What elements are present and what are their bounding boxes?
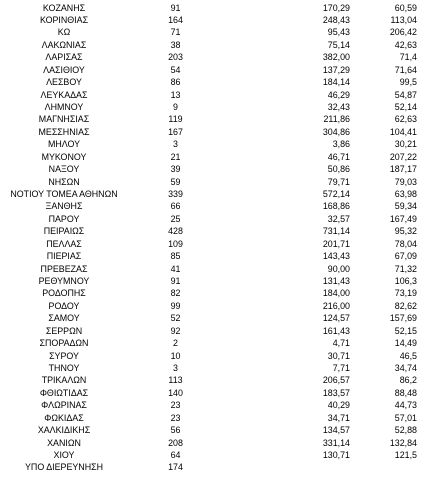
value-b-cell: 88,48: [394, 387, 417, 398]
table-row: [0, 200, 429, 212]
region-name-cell: ΡΟΔΟΠΗΣ: [42, 288, 86, 299]
table-row: [0, 151, 429, 163]
region-name-cell: ΞΑΝΘΗΣ: [45, 201, 83, 212]
value-b-cell: 104,41: [389, 126, 417, 137]
table-row: [0, 176, 429, 188]
value-a-cell: 7,71: [332, 362, 350, 373]
table-row: [0, 399, 429, 411]
value-a-cell: 3,86: [332, 139, 350, 150]
table-row: [0, 113, 429, 125]
table-row: [0, 350, 429, 362]
value-a-cell: 34,71: [327, 412, 350, 423]
table-row: [0, 300, 429, 312]
cases-count-cell: 167: [168, 126, 183, 137]
region-name-cell: ΤΗΝΟΥ: [48, 362, 80, 373]
table-row: [0, 362, 429, 374]
region-name-cell: ΝΟΤΙΟΥ ΤΟΜΕΑ ΑΘΗΝΩΝ: [10, 188, 118, 199]
cases-count-cell: 25: [170, 213, 181, 224]
value-a-cell: 201,71: [322, 238, 350, 249]
region-name-cell: ΛΑΡΙΣΑΣ: [45, 52, 83, 63]
value-a-cell: 248,43: [322, 14, 350, 25]
cases-count-cell: 164: [168, 14, 183, 25]
region-name-cell: ΚΟΖΑΝΗΣ: [42, 2, 86, 13]
value-a-cell: 4,71: [332, 338, 350, 349]
region-name-cell: ΣΥΡΟΥ: [49, 350, 79, 361]
region-name-cell: ΧΙΟΥ: [53, 449, 75, 460]
value-b-cell: 63,98: [394, 188, 417, 199]
value-a-cell: 143,43: [322, 251, 350, 262]
table-row: [0, 449, 429, 461]
value-a-cell: 304,86: [322, 126, 350, 137]
value-a-cell: 50,86: [327, 164, 350, 175]
value-a-cell: 572,14: [322, 188, 350, 199]
value-b-cell: 71,64: [394, 64, 417, 75]
table-row: [0, 275, 429, 287]
cases-count-cell: 3: [173, 139, 178, 150]
cases-count-cell: 13: [170, 89, 181, 100]
value-b-cell: 52,14: [394, 101, 417, 112]
value-b-cell: 78,04: [394, 238, 417, 249]
value-b-cell: 187,17: [389, 164, 417, 175]
table-row: [0, 250, 429, 262]
value-a-cell: 124,57: [322, 313, 350, 324]
table-row: [0, 89, 429, 101]
table-row: [0, 325, 429, 337]
region-name-cell: ΣΕΡΡΩΝ: [45, 325, 83, 336]
value-b-cell: 132,84: [389, 437, 417, 448]
region-name-cell: ΠΕΛΛΑΣ: [46, 238, 82, 249]
cases-count-cell: 113: [168, 375, 183, 386]
value-b-cell: 71,4: [399, 52, 417, 63]
value-a-cell: 30,71: [327, 350, 350, 361]
cases-count-cell: 56: [170, 425, 181, 436]
value-a-cell: 137,29: [322, 64, 350, 75]
cases-count-cell: 85: [170, 251, 181, 262]
table-row: [0, 374, 429, 386]
cases-count-cell: 86: [170, 77, 181, 88]
table-row: [0, 163, 429, 175]
region-name-cell: ΣΠΟΡΑΔΩΝ: [39, 338, 89, 349]
cases-count-cell: 91: [170, 275, 181, 286]
value-a-cell: 75,14: [327, 39, 350, 50]
cases-count-cell: 54: [170, 64, 181, 75]
table-row: [0, 51, 429, 63]
value-a-cell: 79,71: [327, 176, 350, 187]
region-name-cell: ΜΑΓΝΗΣΙΑΣ: [38, 114, 90, 125]
region-name-cell: ΡΕΘΥΜΝΟΥ: [38, 275, 90, 286]
table-row: [0, 213, 429, 225]
value-a-cell: 40,29: [327, 400, 350, 411]
value-a-cell: 131,43: [322, 275, 350, 286]
region-name-cell: ΛΑΚΩΝΙΑΣ: [41, 39, 87, 50]
value-a-cell: 731,14: [322, 226, 350, 237]
table-row: [0, 337, 429, 349]
cases-count-cell: 3: [173, 362, 178, 373]
value-a-cell: 206,57: [322, 375, 350, 386]
value-a-cell: 211,86: [323, 114, 350, 125]
value-b-cell: 206,42: [389, 27, 417, 38]
value-a-cell: 130,71: [322, 449, 350, 460]
region-name-cell: ΦΛΩΡΙΝΑΣ: [41, 400, 87, 411]
cases-count-cell: 10: [170, 350, 181, 361]
value-a-cell: 95,43: [327, 27, 350, 38]
value-b-cell: 54,87: [394, 89, 417, 100]
value-b-cell: 44,73: [394, 400, 417, 411]
value-b-cell: 60,59: [394, 2, 417, 13]
cases-count-cell: 21: [170, 151, 181, 162]
table-row: [0, 437, 429, 449]
region-name-cell: ΜΕΣΣΗΝΙΑΣ: [38, 126, 90, 137]
value-a-cell: 382,00: [322, 52, 350, 63]
region-name-cell: ΛΕΥΚΑΔΑΣ: [40, 89, 88, 100]
table-row: [0, 39, 429, 51]
region-name-cell: ΣΑΜΟΥ: [48, 313, 80, 324]
cases-count-cell: 59: [170, 176, 181, 187]
table-row: [0, 64, 429, 76]
region-name-cell: ΝΑΞΟΥ: [48, 164, 80, 175]
cases-count-cell: 2: [173, 338, 178, 349]
table-row: [0, 387, 429, 399]
cases-count-cell: 64: [170, 449, 181, 460]
value-b-cell: 30,21: [394, 139, 417, 150]
region-name-cell: ΠΙΕΡΙΑΣ: [46, 251, 82, 262]
cases-count-cell: 208: [168, 437, 183, 448]
region-name-cell: ΜΗΛΟΥ: [47, 139, 81, 150]
value-b-cell: 52,15: [394, 325, 417, 336]
region-name-cell: ΦΩΚΙΔΑΣ: [44, 412, 84, 423]
cases-count-cell: 23: [170, 400, 181, 411]
region-name-cell: ΧΑΛΚΙΔΙΚΗΣ: [37, 425, 91, 436]
cases-count-cell: 71: [170, 27, 181, 38]
table-row: [0, 287, 429, 299]
value-b-cell: 46,5: [399, 350, 417, 361]
table-row: [0, 101, 429, 113]
value-a-cell: 184,00: [322, 288, 350, 299]
cases-count-cell: 140: [168, 387, 183, 398]
value-a-cell: 170,29: [322, 2, 350, 13]
table-row: [0, 312, 429, 324]
table-row: [0, 76, 429, 88]
table-row: [0, 2, 429, 14]
value-b-cell: 62,63: [394, 114, 417, 125]
value-b-cell: 95,32: [394, 226, 417, 237]
value-a-cell: 90,00: [327, 263, 350, 274]
value-a-cell: [223, 461, 350, 473]
table-row: [0, 238, 429, 250]
cases-count-cell: 91: [170, 2, 181, 13]
value-b-cell: 167,49: [389, 213, 417, 224]
value-b-cell: 14,49: [394, 338, 417, 349]
value-a-cell: 161,43: [322, 325, 350, 336]
cases-count-cell: 41: [170, 263, 181, 274]
cases-count-cell: 9: [173, 101, 178, 112]
cases-count-cell: 109: [168, 238, 183, 249]
value-b-cell: 79,03: [394, 176, 417, 187]
table-row: [0, 424, 429, 436]
cases-count-cell: 82: [170, 288, 181, 299]
value-b-cell: 207,22: [389, 151, 417, 162]
cases-count-cell: 52: [170, 313, 181, 324]
cases-count-cell: 119: [168, 114, 183, 125]
value-b-cell: 99,5: [399, 77, 417, 88]
region-name-cell: ΛΕΣΒΟΥ: [46, 77, 82, 88]
value-b-cell: 34,74: [394, 362, 417, 373]
region-name-cell: ΧΑΝΙΩΝ: [47, 437, 81, 448]
region-name-cell: ΥΠΟ ΔΙΕΡΕΥΝΗΣΗ: [25, 462, 103, 473]
value-a-cell: 216,00: [322, 300, 350, 311]
value-b-cell: 59,34: [394, 201, 417, 212]
cases-count-cell: 174: [168, 462, 183, 473]
table-row: [0, 225, 429, 237]
cases-count-cell: 99: [170, 300, 181, 311]
value-a-cell: 168,86: [322, 201, 350, 212]
value-b-cell: 121,5: [394, 449, 417, 460]
table-row: [0, 461, 429, 473]
value-b-cell: 42,63: [394, 39, 417, 50]
table-row: [0, 138, 429, 150]
region-name-cell: ΦΘΙΩΤΙΔΑΣ: [39, 387, 89, 398]
region-name-cell: ΛΗΜΝΟΥ: [44, 101, 84, 112]
cases-count-cell: 428: [168, 226, 183, 237]
value-a-cell: 184,14: [322, 77, 350, 88]
value-b-cell: 106,3: [394, 275, 417, 286]
value-b-cell: 67,09: [394, 251, 417, 262]
table-row: [0, 263, 429, 275]
cases-count-cell: 66: [170, 201, 181, 212]
cases-count-cell: 38: [170, 39, 181, 50]
value-b-cell: 71,32: [394, 263, 417, 274]
table-row: [0, 188, 429, 200]
value-a-cell: 331,14: [322, 437, 350, 448]
region-name-cell: ΚΟΡΙΝΘΙΑΣ: [39, 14, 89, 25]
cases-count-cell: 23: [170, 412, 181, 423]
region-name-cell: ΚΩ: [57, 27, 71, 38]
value-b-cell: [350, 461, 417, 473]
cases-count-cell: 339: [168, 188, 183, 199]
table-row: [0, 14, 429, 26]
table-row: [0, 412, 429, 424]
region-name-cell: ΠΑΡΟΥ: [48, 213, 80, 224]
region-name-cell: ΠΡΕΒΕΖΑΣ: [40, 263, 88, 274]
value-b-cell: 86,2: [399, 375, 417, 386]
region-name-cell: ΝΗΣΩΝ: [48, 176, 80, 187]
value-b-cell: 52,88: [394, 425, 417, 436]
value-b-cell: 113,04: [390, 14, 417, 25]
cases-count-cell: 39: [170, 164, 181, 175]
region-name-cell: ΛΑΣΙΘΙΟΥ: [43, 64, 85, 75]
value-a-cell: 32,57: [327, 213, 350, 224]
value-b-cell: 57,01: [394, 412, 417, 423]
value-b-cell: 73,19: [394, 288, 417, 299]
cases-count-cell: 92: [170, 325, 181, 336]
cases-count-cell: 203: [168, 52, 183, 63]
value-a-cell: 46,71: [327, 151, 350, 162]
value-a-cell: 46,29: [327, 89, 350, 100]
value-b-cell: 157,69: [389, 313, 417, 324]
region-name-cell: ΡΟΔΟΥ: [48, 300, 80, 311]
table-row: [0, 26, 429, 38]
table-row: [0, 126, 429, 138]
region-name-cell: ΤΡΙΚΑΛΩΝ: [41, 375, 87, 386]
region-name-cell: ΜΥΚΟΝΟΥ: [41, 151, 87, 162]
value-a-cell: 134,57: [322, 425, 350, 436]
value-a-cell: 183,57: [322, 387, 350, 398]
value-b-cell: 82,62: [394, 300, 417, 311]
region-name-cell: ΠΕΙΡΑΙΩΣ: [43, 226, 85, 237]
value-a-cell: 32,43: [327, 101, 350, 112]
